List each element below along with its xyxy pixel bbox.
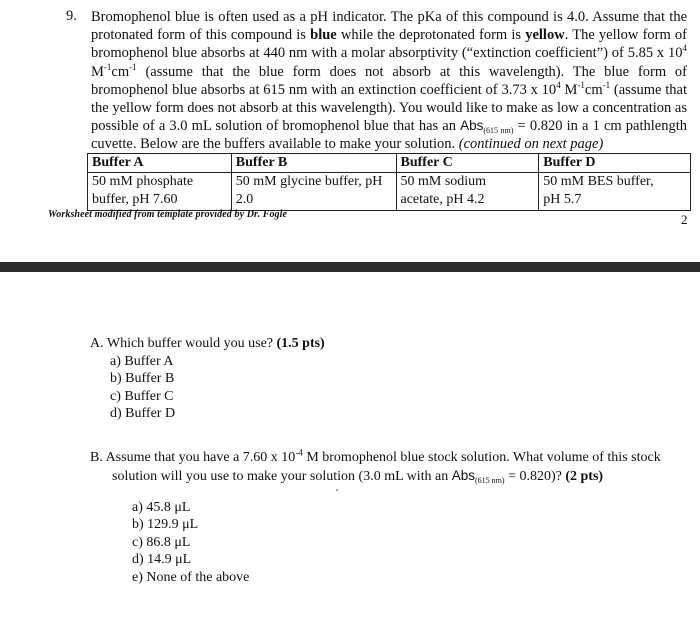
page-number: 2 [681, 212, 688, 227]
footer-credit: Worksheet modified from template provided by Dr. Fogle [48, 209, 288, 220]
buffer-header-d: Buffer D [539, 154, 691, 173]
stray-mark [336, 489, 338, 491]
q9-text-part: = 0.820 in a 1 cm pathlength cuvette. Below are the buffers available to make your solution. [91, 118, 687, 153]
worksheet-page-top [0, 0, 700, 262]
q9-text-part: cm [111, 63, 130, 80]
exponent: -1 [602, 79, 611, 90]
abs-wavelength-subscript: (615 nm) [475, 475, 505, 485]
buffer-c-line2: acetate, pH 4.2 [396, 191, 539, 210]
q9-text-part: (assume that the yellow form does not absorb at this wavelength). You would like to make as low a concentration as possible of a 3.0 mL solution of bromophenol blue that has an [91, 81, 687, 135]
q9-text-part: Bromophenol blue is often used as a pH indicator. The pKa of this compound is 4.0. Assume that the protonated form of this compound is [91, 9, 687, 44]
question-a-options [90, 353, 325, 423]
question-b-options [90, 499, 682, 586]
continued-note: (continued on next page) [458, 136, 604, 153]
option-d[interactable]: d) Buffer D [110, 406, 176, 421]
buffer-d-line1: 50 mM BES buffer, [539, 172, 691, 191]
option-a[interactable]: a) 45.8 μL [132, 500, 191, 515]
buffer-header-c: Buffer C [396, 154, 539, 173]
buffer-header-a: Buffer A [88, 154, 232, 173]
option-d[interactable]: d) 14.9 μL [132, 552, 192, 568]
question-a-points: (1.5 pts) [276, 336, 325, 351]
question-b [90, 449, 682, 586]
option-a[interactable]: a) Buffer A [110, 353, 174, 369]
option-c[interactable]: c) Buffer C [110, 388, 174, 404]
buffer-table [87, 153, 691, 211]
abs-label: Abs [451, 467, 475, 483]
buffer-a-line2: buffer, pH 7.60 [88, 191, 232, 210]
q9-text-part: (assume that the blue form does not absorb at this wavelength). The blue form of bromophenol blue absorbs at 615 nm with an extinction coefficient of 3.73 x 10 [91, 63, 687, 98]
q9-text-part: M [91, 63, 104, 80]
page-separator [0, 262, 700, 272]
question-a-text: A. Which buffer would you use? [90, 336, 277, 351]
buffer-table-header-row [88, 154, 691, 173]
buffer-header-b: Buffer B [231, 154, 396, 173]
exponent: 4 [556, 79, 561, 90]
question-9-number: 9. [66, 8, 77, 24]
exponent: -4 [295, 447, 303, 458]
yellow-keyword: yellow [525, 27, 565, 44]
exponent: -1 [129, 61, 137, 72]
question-b-text: B. Assume that you have a 7.60 x 10 [90, 450, 296, 465]
buffer-b-line2: 2.0 [231, 191, 396, 210]
question-9-text [91, 8, 687, 154]
q9-text-part: cm [584, 81, 603, 98]
option-c[interactable]: c) 86.8 μL [132, 534, 191, 550]
question-b-text: = 0.820)? [504, 468, 566, 484]
question-b-prompt [90, 449, 682, 485]
buffer-table-row [88, 172, 691, 191]
buffer-c-line1: 50 mM sodium [396, 172, 539, 191]
option-b[interactable]: b) 129.9 μL [132, 517, 199, 533]
buffer-b-line1: 50 mM glycine buffer, pH [231, 172, 396, 191]
buffer-a-line1: 50 mM phosphate [88, 172, 232, 191]
q9-text-part: M [560, 81, 578, 98]
option-e[interactable]: e) None of the above [132, 569, 250, 585]
question-a-prompt [90, 335, 325, 353]
question-b-points: (2 pts) [565, 468, 604, 484]
buffer-table-row [88, 191, 691, 210]
q9-text-part: . The yellow form of bromophenol blue absorbs at 440 nm with a molar absorptivity (“extinction coefficient”) of 5.85 x 10 [91, 27, 687, 62]
abs-wavelength-subscript: (615 nm) [483, 126, 514, 136]
exponent: -1 [577, 79, 585, 90]
exponent: 4 [682, 43, 687, 54]
question-b-text: M bromophenol blue stock solution. What volume of this stock solution will you use to make your solution (3.0 mL with an [112, 450, 661, 484]
question-a [90, 335, 325, 423]
q9-text-part: while the deprotonated form is [336, 27, 526, 44]
buffer-d-line2: pH 5.7 [539, 191, 691, 210]
exponent: -1 [103, 61, 112, 72]
abs-label: Abs [460, 118, 484, 134]
option-b[interactable]: b) Buffer B [110, 371, 175, 386]
blue-keyword: blue [310, 27, 337, 44]
